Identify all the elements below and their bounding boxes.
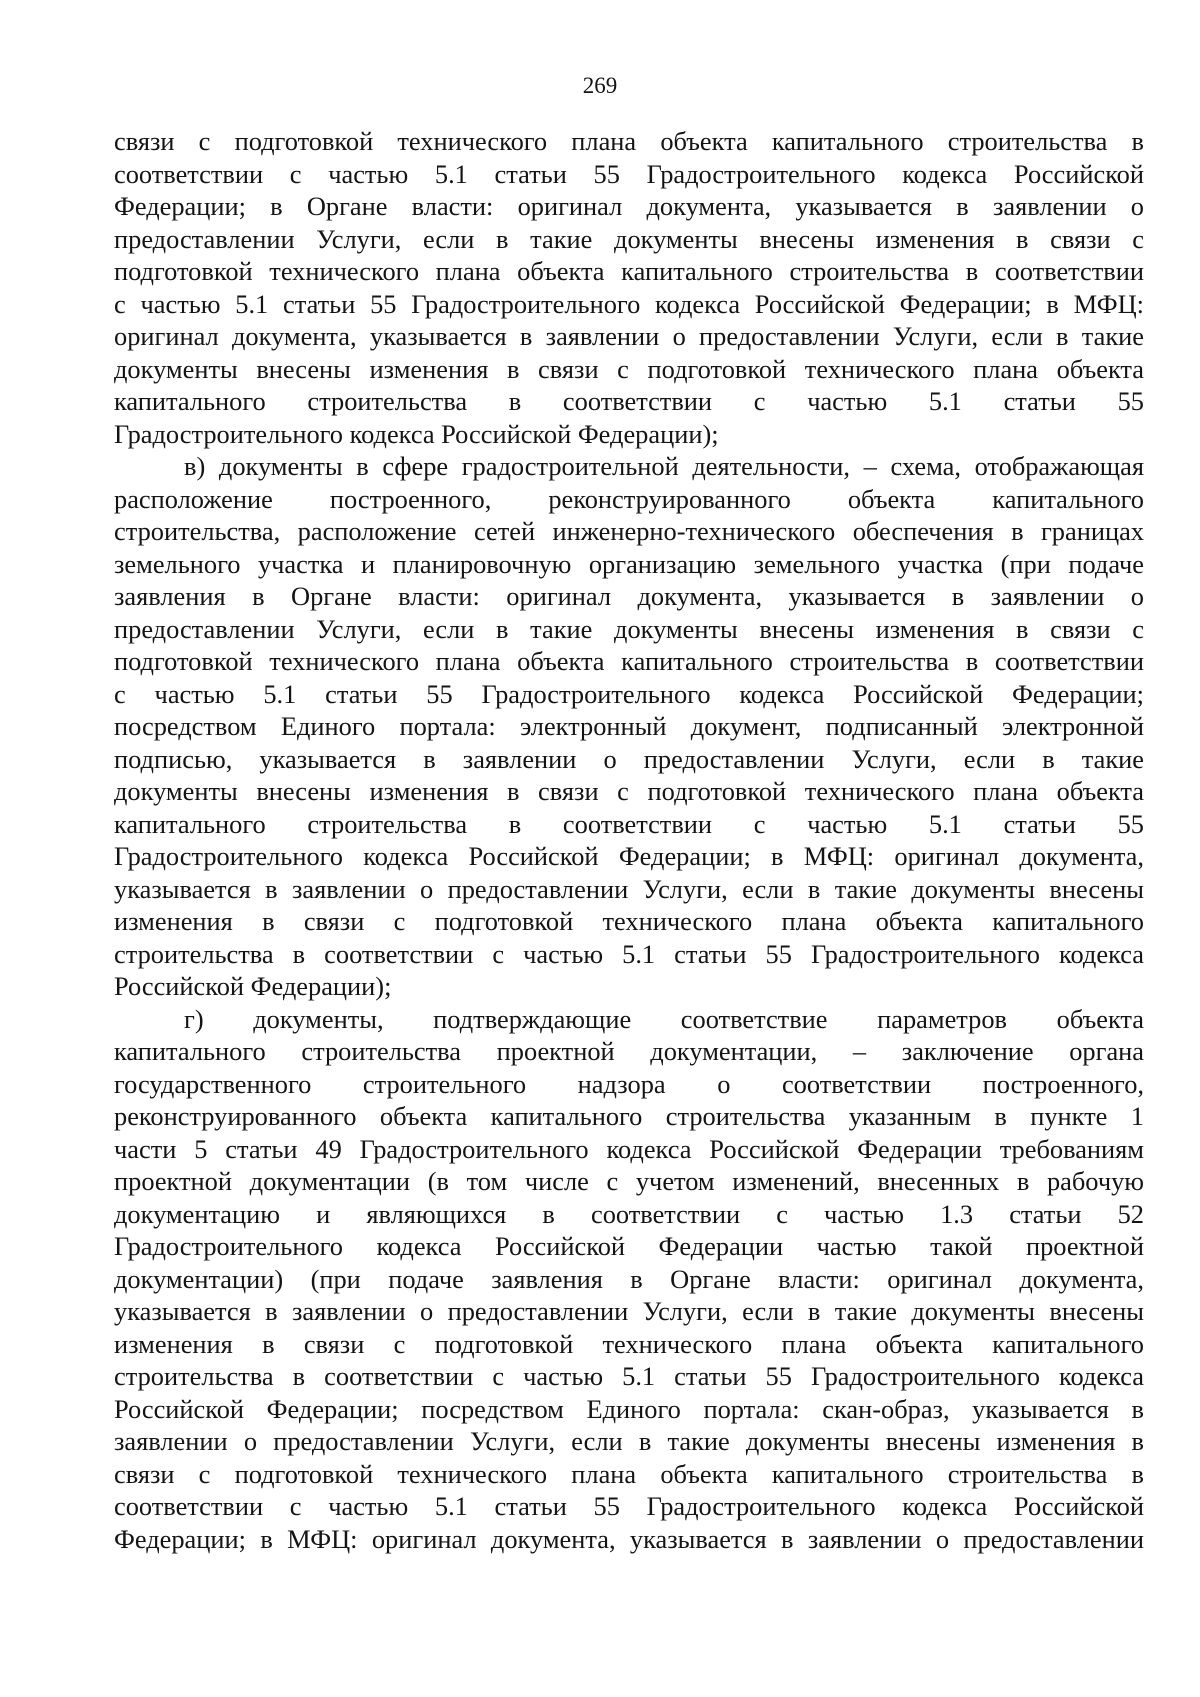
text-line: соответствии с частью 5.1 статьи 55 Градостроительного кодекса Российской: [114, 1491, 1144, 1521]
text-line: строительства в соответствии с частью 5.1 статьи 55 Градостроительного кодекса: [114, 1361, 1144, 1391]
text-line: Федерации; в Органе власти: оригинал документа, указывается в заявлении о: [114, 191, 1144, 221]
text-line: изменения в связи с подготовкой технического плана объекта капитального: [114, 1328, 1144, 1359]
text-line: предоставлении Услуги, если в такие документы внесены изменения в связи с: [114, 613, 1144, 644]
page-number: 269: [582, 73, 618, 98]
text-line: подписью, указывается в заявлении о предоставлении Услуги, если в такие: [114, 743, 1144, 774]
text-line: указывается в заявлении о предоставлении Услуги, если в такие документы внесены: [114, 1296, 1144, 1326]
text-line: Градостроительного кодекса Российской Федерации; в МФЦ: оригинал документа,: [114, 841, 1144, 871]
text-line: заявлении о предоставлении Услуги, если в такие документы внесены изменения в: [114, 1426, 1144, 1456]
text-line: расположение построенного, реконструированного объекта капитального: [114, 483, 1144, 514]
text-line: проектной документации (в том числе с учетом изменений, внесенных в рабочую: [114, 1166, 1144, 1196]
text-line: Российской Федерации);: [114, 971, 392, 1001]
text-line: государственного строительного надзора о соответствии построенного,: [114, 1068, 1144, 1099]
text-line: документы внесены изменения в связи с подготовкой технического плана объекта: [114, 776, 1144, 806]
text-line: реконструированного объекта капитального строительства указанным в пункте 1: [114, 1101, 1144, 1131]
text-line: капитального строительства в соответствии с частью 5.1 статьи 55: [114, 808, 1144, 839]
text-line: документы внесены изменения в связи с подготовкой технического плана объекта: [114, 353, 1144, 384]
text-line: строительства в соответствии с частью 5.1 статьи 55 Градостроительного кодекса: [114, 938, 1144, 969]
text-line: части 5 статьи 49 Градостроительного кодекса Российской Федерации требованиям: [114, 1133, 1144, 1164]
text-line: капитального строительства в соответствии с частью 5.1 статьи 55: [114, 386, 1144, 416]
text-line: г) документы, подтверждающие соответствие параметров объекта: [184, 1003, 1144, 1034]
text-line: в) документы в сфере градостроительной деятельности, – схема, отображающая: [184, 451, 1144, 481]
paragraph-continuation: [114, 125, 1144, 450]
text-line: строительства, расположение сетей инженерно-технического обеспечения в границах: [114, 516, 1144, 546]
text-line: Федерации; в МФЦ: оригинал документа, указывается в заявлении о предоставлении: [114, 1523, 1144, 1554]
text-line: документацию и являющихся в соответствии с частью 1.3 статьи 52: [114, 1198, 1144, 1229]
text-line: оригинал документа, указывается в заявлении о предоставлении Услуги, если в такие: [114, 321, 1144, 351]
text-line: соответствии с частью 5.1 статьи 55 Градостроительного кодекса Российской: [114, 158, 1144, 189]
text-line: Российской Федерации; посредством Единого портала: скан-образ, указывается в: [114, 1393, 1144, 1424]
text-line: заявления в Органе власти: оригинал документа, указывается в заявлении о: [114, 581, 1144, 611]
text-line: посредством Единого портала: электронный документ, подписанный электронной: [114, 711, 1144, 741]
text-line: земельного участка и планировочную организацию земельного участка (при подаче: [114, 548, 1144, 579]
text-line: Градостроительного кодекса Российской Федерации частью такой проектной: [114, 1231, 1144, 1261]
paragraph-item-g: [114, 1003, 1144, 1556]
text-line: с частью 5.1 статьи 55 Градостроительного кодекса Российской Федерации; в МФЦ:: [114, 288, 1144, 319]
text-line: капитального строительства проектной документации, – заключение органа: [114, 1036, 1144, 1066]
text-line: связи с подготовкой технического плана объекта капитального строительства в: [114, 1458, 1144, 1489]
text-line: подготовкой технического плана объекта капитального строительства в соответствии: [114, 646, 1144, 676]
text-line: документации) (при подаче заявления в Органе власти: оригинал документа,: [114, 1263, 1144, 1294]
text-line: связи с подготовкой технического плана объекта капитального строительства в: [114, 126, 1144, 156]
document-body: [114, 125, 1144, 1555]
text-line: изменения в связи с подготовкой технического плана объекта капитального: [114, 906, 1144, 936]
text-line: предоставлении Услуги, если в такие документы внесены изменения в связи с: [114, 223, 1144, 254]
paragraph-item-v: [114, 450, 1144, 1003]
text-line: указывается в заявлении о предоставлении Услуги, если в такие документы внесены: [114, 873, 1144, 904]
text-line: подготовкой технического плана объекта капитального строительства в соответствии: [114, 256, 1144, 286]
text-line: Градостроительного кодекса Российской Федерации);: [114, 418, 719, 449]
text-line: с частью 5.1 статьи 55 Градостроительного кодекса Российской Федерации;: [114, 678, 1144, 709]
